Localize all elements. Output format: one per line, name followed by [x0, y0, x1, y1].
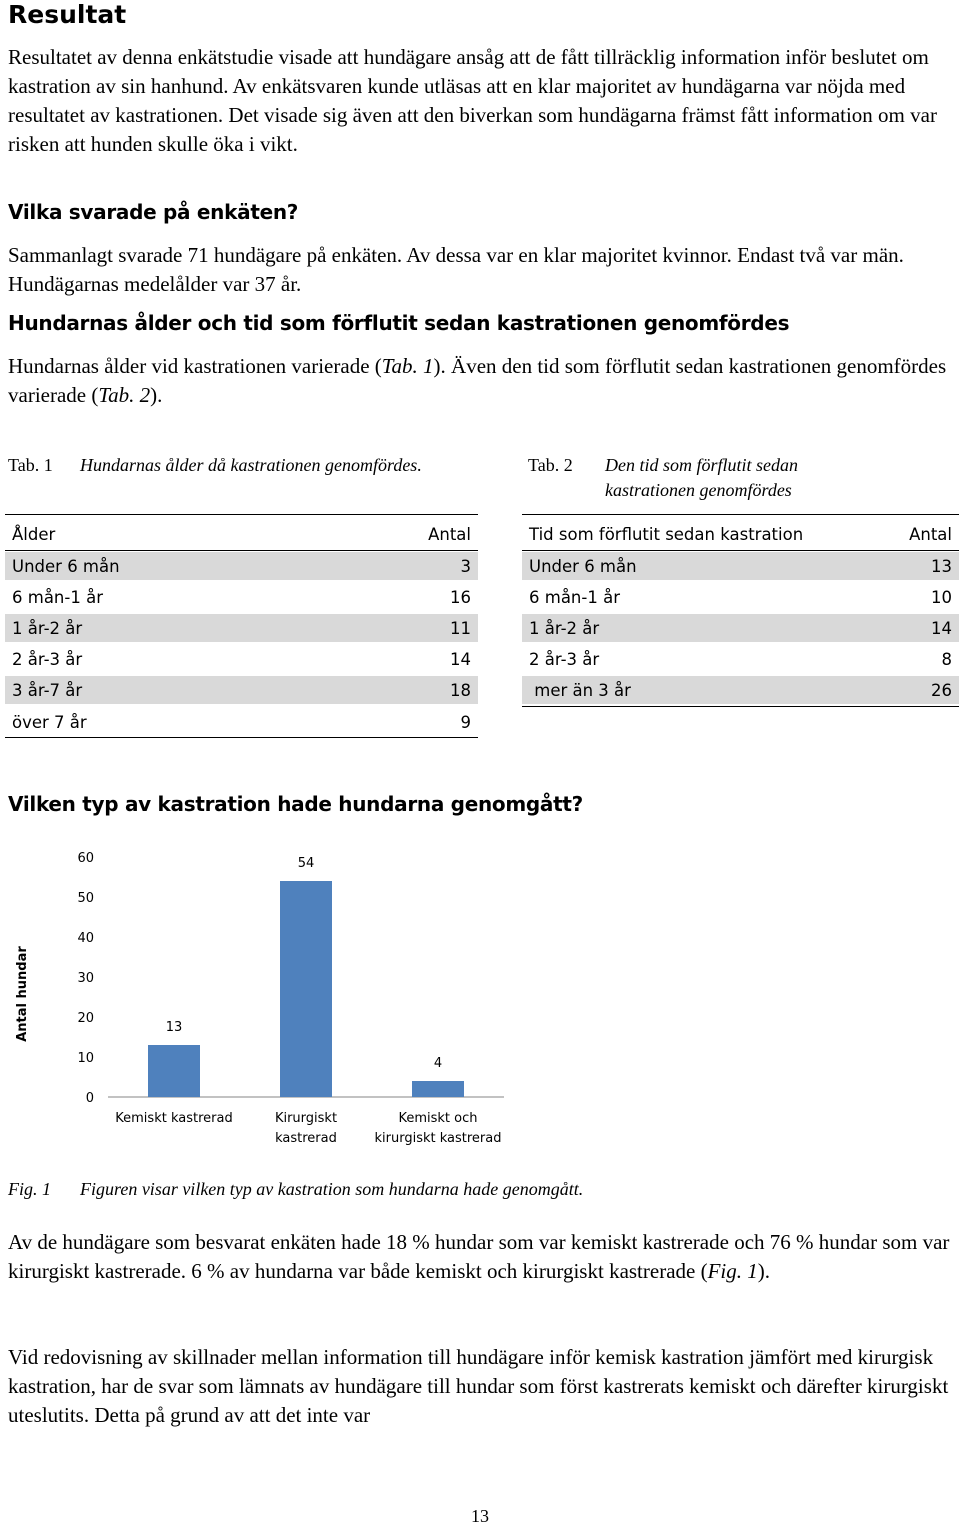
tab1-cell-k: 1 år-2 år — [12, 618, 83, 638]
chart-y-axis-label: Antal hundar — [15, 946, 30, 1042]
tab2-table — [522, 514, 959, 709]
table-row — [5, 708, 478, 736]
tab1-label: Tab. 1 — [8, 455, 53, 475]
table-row — [5, 676, 478, 704]
intro-paragraph: Resultatet av denna enkätstudie visade att hundägare ansåg att de fått tillräcklig information inför beslutet om kastration av sin hanhund. Av enkätsvaren kunde utläsas att en klar majoritet av hundägarna var nöjda med resultatet av kastrationen. Det visade sig även att den biverkan som hundägarna främst fått information om var risken att hunden skulle öka i vikt. — [8, 45, 937, 156]
fig1-label — [8, 1177, 51, 1202]
tab1-header-row — [5, 520, 478, 548]
tab2-label: Tab. 2 — [528, 455, 573, 475]
tab2-caption-line1: Den tid som förflutit sedan — [605, 455, 798, 475]
chart-y-tick-label: 20 — [77, 1011, 94, 1026]
tab1-cell-v: 16 — [450, 587, 471, 607]
tab1-cell-v: 3 — [460, 556, 471, 576]
fig1-caption-text: Figuren visar vilken typ av kastration som hundarna hade genomgått. — [80, 1179, 584, 1199]
tab2-cell-k: 1 år-2 år — [529, 618, 600, 638]
tab1-cell-v: 9 — [460, 712, 471, 732]
tab1-bottom-rule — [5, 737, 478, 738]
page-heading: Resultat — [8, 0, 127, 29]
table-row — [522, 645, 959, 673]
tab1-table — [5, 514, 478, 739]
tab2-caption-line2: kastrationen genomfördes — [605, 480, 792, 500]
table-row — [5, 583, 478, 611]
chart-data-label: 54 — [297, 856, 315, 871]
chart-x-tick-label: kirurgiskt kastrerad — [374, 1131, 502, 1146]
tab2-cell-k: Under 6 mån — [529, 556, 637, 576]
tab1-cell-k: Under 6 mån — [12, 556, 120, 576]
chart-y-tick-label: 30 — [77, 971, 94, 986]
tab2-col-count: Antal — [909, 524, 952, 544]
tab2-reference: Tab. 2 — [98, 383, 151, 407]
chart-x-tick-label: Kirurgiskt — [274, 1111, 338, 1126]
chart-y-tick-label: 0 — [85, 1091, 94, 1106]
tab2-col-time: Tid som förflutit sedan kastration — [529, 524, 804, 544]
tab2-cell-k: mer än 3 år — [529, 680, 631, 700]
tab2-top-rule — [522, 514, 959, 515]
table-row — [5, 614, 478, 642]
chart-bars — [148, 881, 464, 1097]
fig1-label-text: Fig. 1 — [8, 1179, 51, 1199]
tab2-bottom-rule — [522, 706, 959, 707]
age-text-c: ). — [150, 383, 163, 407]
castration-type-chart — [0, 838, 520, 1158]
chart-bar — [280, 881, 332, 1097]
chart-data-label: 4 — [433, 1056, 443, 1071]
page-number: 13 — [471, 1506, 489, 1526]
tab1-col-count: Antal — [428, 524, 471, 544]
tab1-cell-v: 14 — [450, 649, 471, 669]
chart-y-ticks — [77, 851, 94, 1106]
age-text-a: Hundarnas ålder vid kastrationen varierade ( — [8, 354, 382, 378]
tab2-cell-v: 26 — [931, 680, 952, 700]
tab1-cell-v: 11 — [450, 618, 471, 638]
chart-x-labels — [115, 1111, 501, 1146]
tab1-col-age: Ålder — [12, 524, 56, 544]
table-row — [5, 552, 478, 580]
section-title-castration-type: Vilken typ av kastration hade hundarna genomgått? — [8, 792, 583, 816]
chart-x-tick-label: kastrerad — [275, 1131, 337, 1146]
tab1-cell-k: över 7 år — [12, 712, 87, 732]
tab2-header-row — [522, 520, 959, 548]
table-row — [5, 645, 478, 673]
tab1-caption — [80, 453, 422, 478]
fig1-caption — [80, 1177, 583, 1202]
chart-y-tick-label: 10 — [77, 1051, 94, 1066]
tab1-cell-k: 2 år-3 år — [12, 649, 83, 669]
tab1-caption-text: Hundarnas ålder då kastrationen genomfördes. — [80, 455, 422, 475]
tab1-cell-k: 3 år-7 år — [12, 680, 83, 700]
age-paragraph — [8, 352, 953, 410]
last-paragraph: Vid redovisning av skillnader mellan information till hundägare inför kemisk kastration jämfört med kirurgisk kastration, har de svar som lämnats av hundägare till hundar som först kastrerats kemiskt och därefter kirurgiskt uteslutits. Detta på grund av att det inte var — [8, 1345, 949, 1427]
chart-y-tick-label: 50 — [77, 891, 94, 906]
chart-x-tick-label: Kemiskt och — [398, 1111, 478, 1126]
tab2-header-rule — [522, 550, 959, 551]
tab2-cell-v: 13 — [931, 556, 952, 576]
tab1-cell-k: 6 mån-1 år — [12, 587, 103, 607]
section-title-age: Hundarnas ålder och tid som förflutit sedan kastrationen genomfördes — [8, 311, 790, 335]
age-text-b: ). Även den tid som förflutit sedan kastrationen genomfördes varierade ( — [8, 354, 947, 407]
tab2-cell-v: 8 — [941, 649, 952, 669]
tab2-caption — [605, 453, 798, 503]
table-row — [522, 676, 959, 704]
result-text-b: ). — [757, 1259, 771, 1283]
fig1-reference: Fig. 1 — [707, 1259, 758, 1283]
chart-y-tick-label: 40 — [77, 931, 94, 946]
tab1-cell-v: 18 — [450, 680, 471, 700]
respondents-paragraph: Sammanlagt svarade 71 hundägare på enkäten. Av dessa var en klar majoritet kvinnor. Endast två var män. Hundägarnas medelålder var 37 år. — [8, 243, 904, 296]
result-paragraph — [8, 1228, 953, 1286]
chart-bar — [412, 1081, 464, 1097]
table-row — [522, 552, 959, 580]
table-row — [522, 614, 959, 642]
result-text-a: Av de hundägare som besvarat enkäten hade 18 % hundar som var kemiskt kastrerade och 76 % hundar som var kirurgiskt kastrerade. 6 % av hundarna var både kemiskt och kirurgiskt kastrerade ( — [8, 1230, 950, 1283]
tab2-cell-k: 2 år-3 år — [529, 649, 600, 669]
tab1-reference: Tab. 1 — [381, 354, 434, 378]
chart-x-tick-label: Kemiskt kastrerad — [115, 1111, 233, 1126]
chart-data-label: 13 — [165, 1020, 183, 1035]
tab1-header-rule — [5, 550, 478, 551]
section-title-respondents: Vilka svarade på enkäten? — [8, 200, 299, 224]
tab2-cell-k: 6 mån-1 år — [529, 587, 620, 607]
table-row — [522, 583, 959, 611]
tab1-top-rule — [5, 514, 478, 515]
tab2-cell-v: 10 — [931, 587, 952, 607]
chart-bar — [148, 1045, 200, 1097]
chart-y-tick-label: 60 — [77, 851, 94, 866]
tab2-cell-v: 14 — [931, 618, 952, 638]
